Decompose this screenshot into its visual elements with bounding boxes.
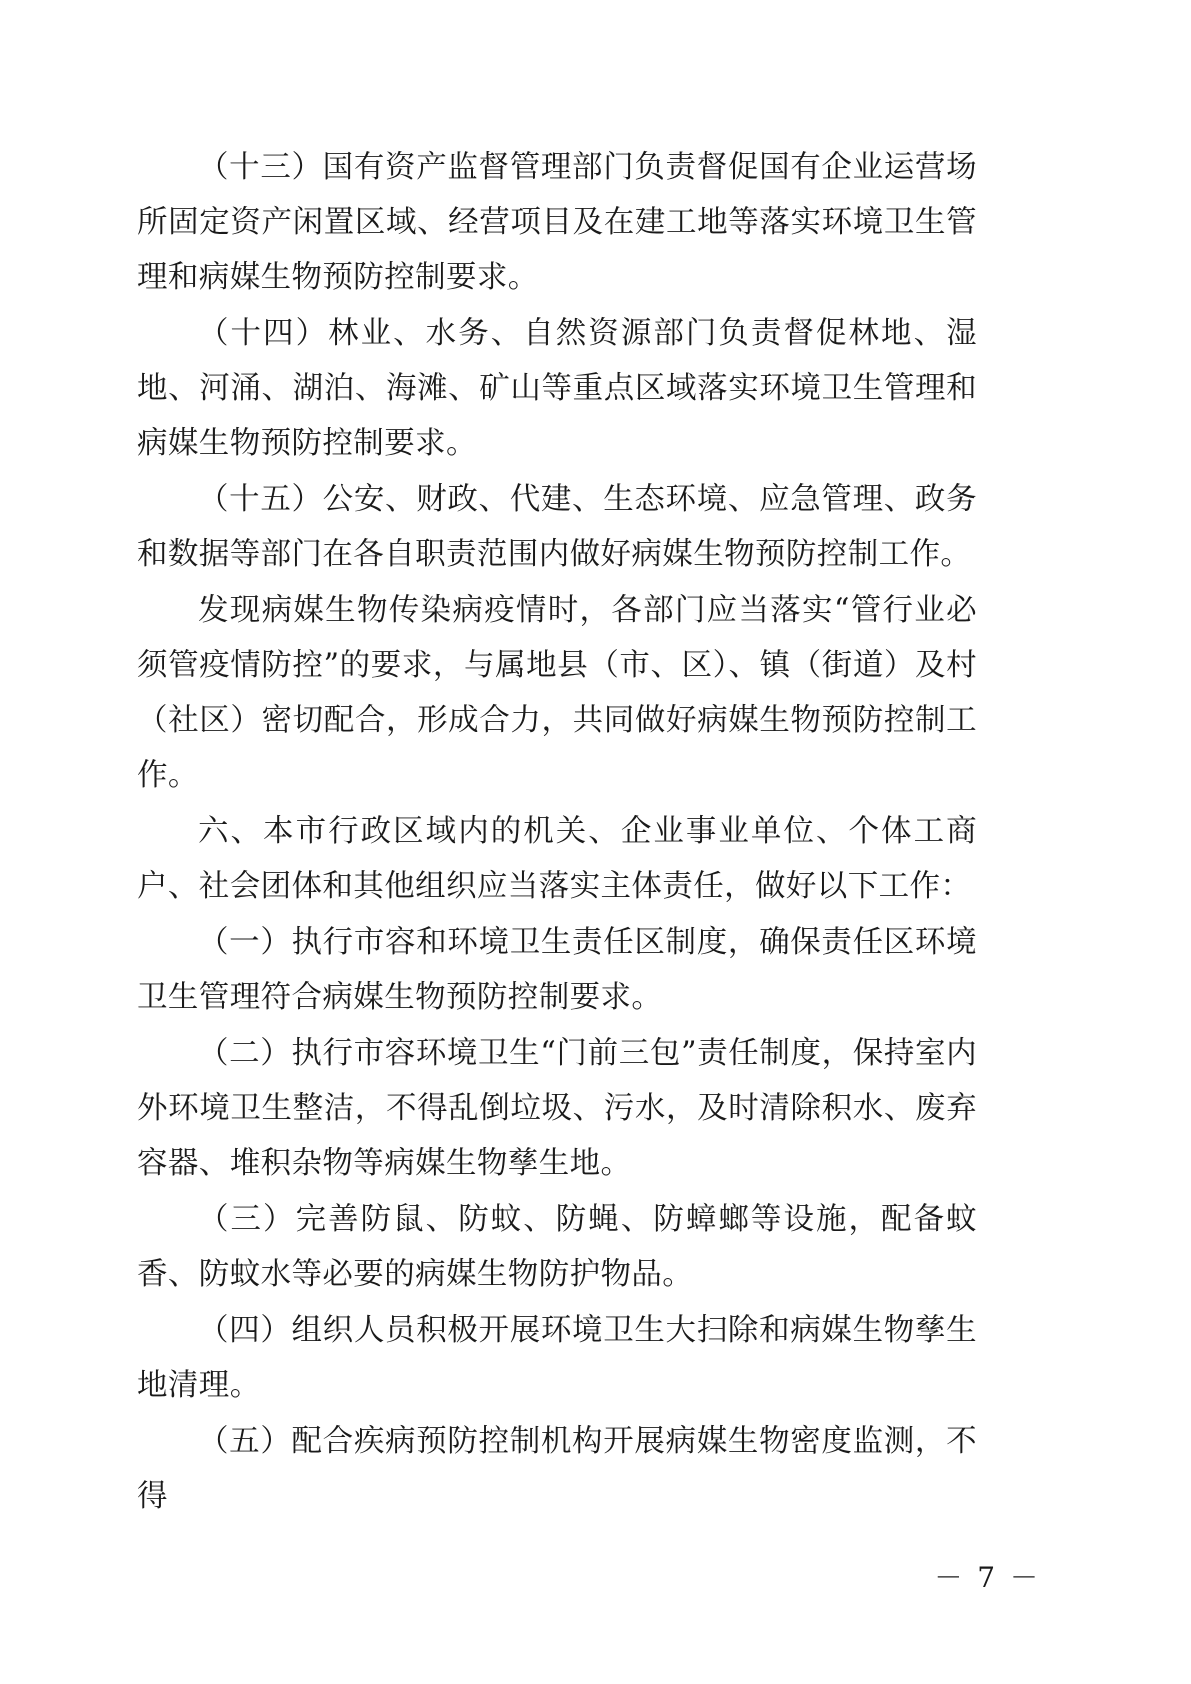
paragraph: （十三）国有资产监督管理部门负责督促国有企业运营场所固定资产闲置区域、经营项目及在建工地等落实环境卫生管理和病媒生物预防控制要求。 bbox=[137, 150, 977, 295]
paragraph: （十五）公安、财政、代建、生态环境、应急管理、政务和数据等部门在各自职责范围内做好病媒生物预防控制工作。 bbox=[137, 482, 977, 572]
paragraph: 发现病媒生物传染病疫情时，各部门应当落实“管行业必须管疫情防控”的要求，与属地县（市、区）、镇（街道）及村（社区）密切配合，形成合力，共同做好病媒生物预防控制工作。 bbox=[137, 593, 977, 793]
paragraph: （四）组织人员积极开展环境卫生大扫除和病媒生物孳生地清理。 bbox=[137, 1313, 977, 1403]
paragraph: （三）完善防鼠、防蚊、防蝇、防蟑螂等设施，配备蚊香、防蚊水等必要的病媒生物防护物品。 bbox=[137, 1202, 977, 1292]
paragraph: （一）执行市容和环境卫生责任区制度，确保责任区环境卫生管理符合病媒生物预防控制要求。 bbox=[137, 925, 977, 1015]
paragraph: 六、本市行政区域内的机关、企业事业单位、个体工商户、社会团体和其他组织应当落实主体责任，做好以下工作： bbox=[137, 814, 977, 904]
paragraph: （十四）林业、水务、自然资源部门负责督促林地、湿地、河涌、湖泊、海滩、矿山等重点区域落实环境卫生管理和病媒生物预防控制要求。 bbox=[137, 316, 977, 461]
paragraph: （二）执行市容环境卫生“门前三包”责任制度，保持室内外环境卫生整洁，不得乱倒垃圾、污水，及时清除积水、废弃容器、堆积杂物等病媒生物孳生地。 bbox=[137, 1036, 977, 1181]
page-number: － 7 － bbox=[934, 1561, 1041, 1594]
document-body bbox=[137, 140, 977, 1525]
paragraph: （五）配合疾病预防控制机构开展病媒生物密度监测，不得 bbox=[137, 1424, 977, 1514]
